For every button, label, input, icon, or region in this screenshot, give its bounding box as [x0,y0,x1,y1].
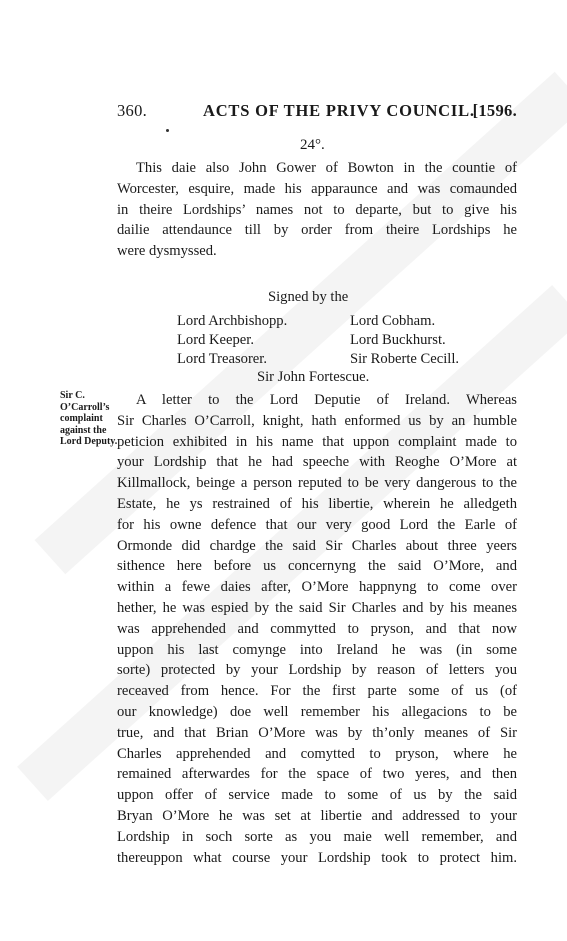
date-heading: 24°. [300,137,325,153]
text-line: Charles apprehended and comytted to pryson, where he [117,745,517,762]
signatures-intro: Signed by the [268,289,349,305]
text-line: Lordship in soch sorte as you maie well remember, and [117,828,517,845]
text-line: your Lordship that he had speeche with Reoghe O’More at [117,454,517,471]
signature-name: Lord Archbishopp. [177,313,288,329]
text-line: Killmallock, beinge a person reputed to be very dangerous to the [117,475,517,492]
text-line: receaved from hence. For the first parte some of us (of [117,683,517,700]
signature-name: Sir John Fortescue. [257,369,370,385]
stray-dot [166,129,169,132]
text-line: uppon his last comynge into Ireland he was (in some [117,641,517,658]
text-line: A letter to the Lord Deputie of Ireland. Whereas [136,392,517,408]
year-mark: [1596. [472,101,517,120]
text-line: This daie also John Gower of Bowton in the countie of [136,160,517,176]
text-line: Estate, he ys restrained of his libertie, wherein he alledgeth [117,495,517,512]
text-line: hether, he was espied by the said Sir Charles and by his meanes [117,599,517,616]
text-line: for his owne defence that our very good Lord the Earle of [117,516,517,533]
text-line: Bryan O’More he was set at libertie and addressed to your [117,807,517,824]
text-line: dailie attendaunce till by order from theire Lordships he [117,222,517,239]
text-line: sorte) protected by your Lordship by reason of letters you [117,662,517,679]
text-line: were dysmyssed. [117,243,217,260]
text-line: thereuppon what course your Lordship took to protect him. [117,849,517,866]
text-line: Sir Charles O’Carroll, knight, hath enformed us by an humble [117,412,517,429]
signature-name: Lord Cobham. [350,313,436,329]
page-number: 360. [117,101,148,120]
text-line: uppon offer of service made to some of us by the said [117,787,517,804]
margin-note-line: complaint [60,413,103,424]
margin-note-line: Lord Deputy. [60,436,118,447]
paragraph-gower [117,158,517,262]
signature-name: Sir Roberte Cecill. [350,351,460,367]
margin-note [60,390,120,448]
text-line: peticion exhibited in his name that uppon complaint made to [117,433,517,450]
text-line: Worcester, esquire, made his apparaunce and was comaunded [117,180,517,197]
running-title: ACTS OF THE PRIVY COUNCIL. [203,101,475,120]
text-line: in theire Lordships’ names not to departe, but to give his [117,201,517,218]
signature-name: Lord Treasorer. [177,351,267,367]
margin-note-line: Sir C. [60,390,85,401]
signature-name: Lord Buckhurst. [350,332,446,348]
text-line: sithence here before us concernyng the said O’More, and [117,558,517,575]
text-line: within a fewe daies after, O’More happnyng to come over [117,579,517,596]
margin-note-line: O’Carroll’s [60,401,110,413]
paragraph-letter [117,390,517,868]
text-line: Ormonde did chardge the said Sir Charles about three yeers [117,537,517,554]
signature-name: Lord Keeper. [177,332,254,348]
text-line: true, and that Brian O’More was by th’only meanes of Sir [117,724,517,741]
text-line: was apprehended and commytted to pryson, and that now [117,620,517,637]
running-header [117,101,517,125]
text-line: our knowledge) doe well remember his allegacions to be [117,703,517,720]
margin-note-line: against the [60,424,107,436]
text-line: remained afterwardes for the space of two yeres, and then [117,766,517,783]
